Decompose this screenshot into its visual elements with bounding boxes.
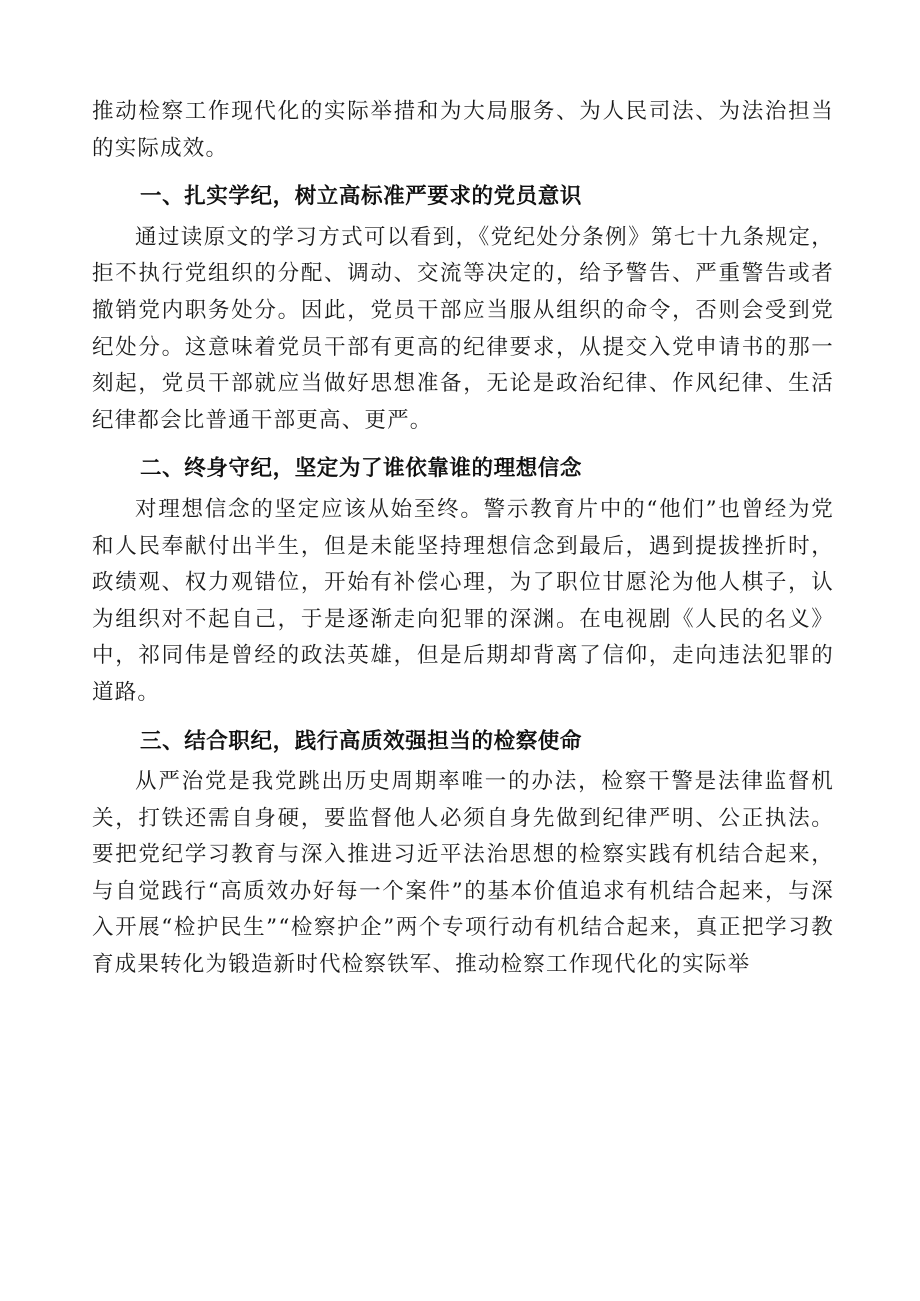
- section-heading-2: 二、终身守纪，坚定为了谁依靠谁的理想信念: [140, 456, 583, 482]
- section-heading-1: 一、扎实学纪，树立高标准严要求的党员意识: [140, 184, 583, 210]
- paragraph-continuation: 推动检察工作现代化的实际举措和为大局服务、为人民司法、为法治担当的实际成效。: [92, 99, 834, 161]
- document-body: [92, 94, 834, 984]
- paragraph-section-1: 通过读原文的学习方式可以看到，《党纪处分条例》第七十九条规定，拒不执行党组织的分配、调动、交流等决定的，给予警告、严重警告或者撤销党内职务处分。因此，党员干部应当服从组织的命令，否则会受到党纪处分。这意味着党员干部有更高的纪律要求，从提交入党申请书的那一刻起，党员干部就应当做好思想准备，无论是政治纪律、作风纪律、生活纪律都会比普通干部更高、更严。: [92, 224, 834, 433]
- paragraph-section-3: 从严治党是我党跳出历史周期率唯一的办法，检察干警是法律监督机关，打铁还需自身硬，要监督他人必须自身先做到纪律严明、公正执法。要把党纪学习教育与深入推进习近平法治思想的检察实践有机结合起来，与自觉践行“高质效办好每一个案件”的基本价值追求有机结合起来，与深入开展“检护民生”“检察护企”两个专项行动有机结合起来，真正把学习教育成果转化为锻造新时代检察铁军、推动检察工作现代化的实际举: [92, 769, 834, 978]
- spacer: [92, 712, 834, 724]
- spacer: [92, 167, 834, 179]
- spacer: [92, 439, 834, 451]
- paragraph-section-2: 对理想信念的坚定应该从始至终。警示教育片中的“他们”也曾经为党和人民奉献付出半生，但是未能坚持理想信念到最后，遇到提拔挫折时，政绩观、权力观错位，开始有补偿心理，为了职位甘愿沦为他人棋子，认为组织对不起自己，于是逐渐走向犯罪的深渊。在电视剧《人民的名义》中，祁同伟是曾经的政法英雄，但是后期却背离了信仰，走向违法犯罪的道路。: [92, 496, 834, 705]
- section-heading-3: 三、结合职纪，践行高质效强担当的检察使命: [140, 728, 583, 754]
